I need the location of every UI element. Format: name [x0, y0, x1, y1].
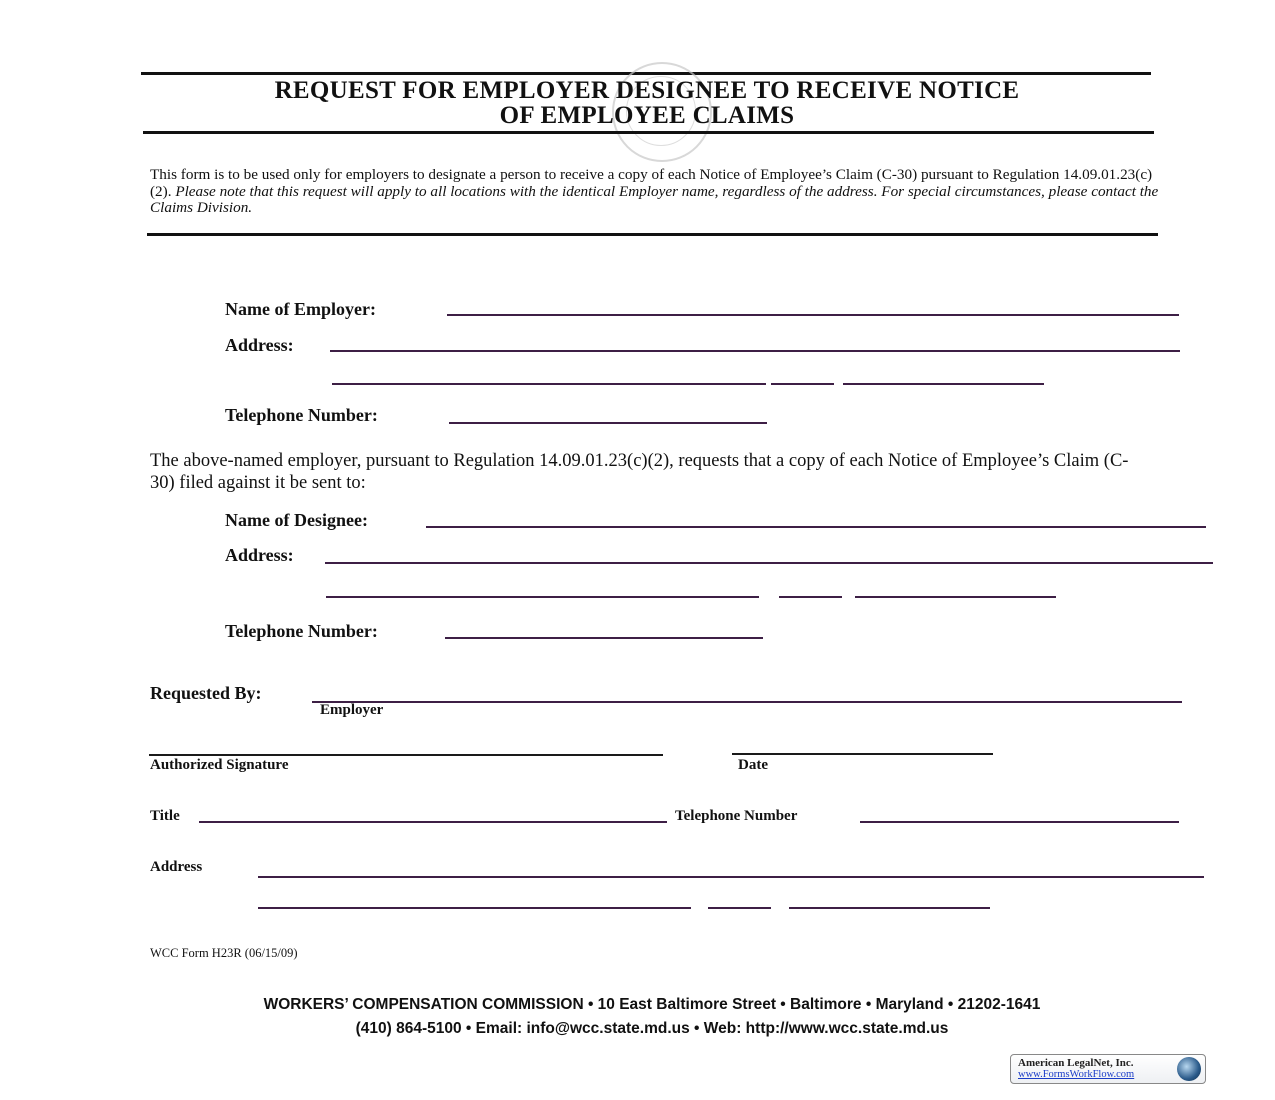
- authorized-signature-caption: Authorized Signature: [150, 757, 289, 773]
- requested-by-label: Requested By:: [150, 683, 262, 703]
- designee-telephone-label: Telephone Number:: [225, 621, 378, 641]
- footer-address-line: WORKERS’ COMPENSATION COMMISSION • 10 East Baltimore Street • Baltimore • Maryland • 21202-1641: [263, 996, 1041, 1013]
- employer-telephone-field[interactable]: [449, 422, 767, 424]
- employer-name-label: Name of Employer:: [225, 299, 376, 319]
- employer-caption: Employer: [320, 702, 384, 718]
- intro-bottom-rule: [147, 233, 1158, 236]
- designee-name-field[interactable]: [426, 526, 1206, 528]
- designee-zip-field[interactable]: [855, 596, 1056, 598]
- american-legalnet-badge[interactable]: [1010, 1054, 1206, 1084]
- employer-name-field[interactable]: [447, 314, 1179, 316]
- header-bottom-rule: [143, 131, 1154, 134]
- requester-state-field[interactable]: [708, 907, 771, 909]
- employer-zip-field[interactable]: [843, 383, 1044, 385]
- designee-city-field[interactable]: [326, 596, 759, 598]
- intro-italic-text: Please note that this request will apply to all locations with the identical Employer name, regardless of the address. For special circumstances, please contact the Claims Division.: [150, 182, 1159, 216]
- designee-telephone-field[interactable]: [445, 637, 763, 639]
- date-field[interactable]: [732, 753, 993, 755]
- authorized-signature-field[interactable]: [149, 754, 663, 756]
- badge-url-link[interactable]: www.FormsWorkFlow.com: [1018, 1069, 1135, 1080]
- employer-state-field[interactable]: [771, 383, 834, 385]
- requester-zip-field[interactable]: [789, 907, 990, 909]
- requested-by-employer-field[interactable]: [312, 701, 1182, 703]
- employer-address-label: Address:: [225, 335, 294, 355]
- requester-telephone-field[interactable]: [860, 821, 1179, 823]
- date-caption: Date: [738, 757, 768, 773]
- designee-name-label: Name of Designee:: [225, 510, 368, 530]
- requester-city-field[interactable]: [258, 907, 691, 909]
- requester-title-field[interactable]: [199, 821, 667, 823]
- intro-normal-text: This form is to be used only for employers to designate a person to receive a copy of each Notice of Employee’s Claim (C-30) pursuant to Regulation 14.09.01.23(c)(2).: [150, 166, 1153, 200]
- badge-company-name: American LegalNet, Inc.: [1018, 1057, 1134, 1069]
- form-title-line2: OF EMPLOYEE CLAIMS: [499, 102, 795, 129]
- requester-address-line1-field[interactable]: [258, 876, 1204, 878]
- designation-statement: The above-named employer, pursuant to Regulation 14.09.01.23(c)(2), requests that a copy of each Notice of Employee’s Claim (C-30) filed against it be sent to:: [150, 451, 1129, 493]
- requester-address-label: Address: [150, 859, 203, 875]
- designee-state-field[interactable]: [779, 596, 842, 598]
- employer-address-line1-field[interactable]: [330, 350, 1180, 352]
- globe-icon: [1177, 1057, 1201, 1081]
- form-number: WCC Form H23R (06/15/09): [150, 946, 298, 960]
- form-title-line1: REQUEST FOR EMPLOYER DESIGNEE TO RECEIVE NOTICE: [274, 77, 1020, 104]
- footer-contact-line: (410) 864-5100 • Email: info@wcc.state.md.us • Web: http://www.wcc.state.md.us: [355, 1020, 949, 1037]
- designee-address-line1-field[interactable]: [325, 562, 1213, 564]
- employer-telephone-label: Telephone Number:: [225, 405, 378, 425]
- intro-paragraph: [150, 167, 1160, 217]
- employer-city-field[interactable]: [332, 383, 766, 385]
- designee-address-label: Address:: [225, 545, 294, 565]
- title-label: Title: [150, 808, 180, 824]
- requester-telephone-label: Telephone Number: [675, 808, 798, 824]
